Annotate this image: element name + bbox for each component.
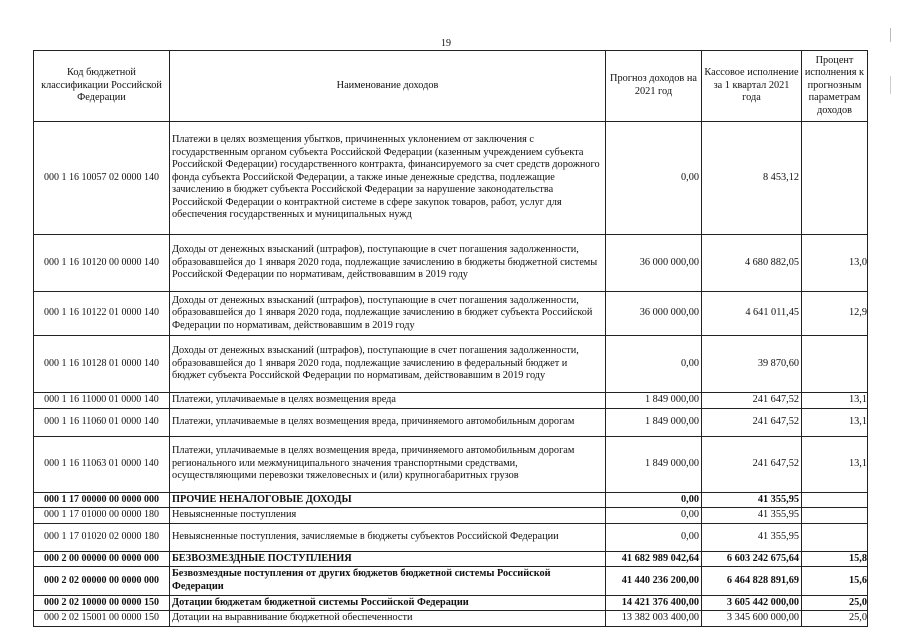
row-percent xyxy=(802,523,868,551)
table-row xyxy=(34,595,868,611)
row-forecast: 41 682 989 042,64 xyxy=(606,551,702,567)
table-row xyxy=(34,523,868,551)
table-row xyxy=(34,508,868,524)
row-actual: 241 647,52 xyxy=(702,408,802,436)
row-percent: 13,1 xyxy=(802,393,868,409)
row-percent: 13,0 xyxy=(802,235,868,292)
table-row xyxy=(34,292,868,336)
row-percent: 15,6 xyxy=(802,567,868,595)
row-actual: 41 355,95 xyxy=(702,523,802,551)
row-forecast: 1 849 000,00 xyxy=(606,408,702,436)
row-percent: 15,8 xyxy=(802,551,868,567)
row-name: Доходы от денежных взысканий (штрафов), поступающие в счет погашения задолженности, образовавшейся до 1 января 2020 года, подлежащие зачислению в бюджет субъекта Российской Федерации по нормативам, действовавшим в 2019 году xyxy=(170,292,606,336)
scan-mark xyxy=(890,76,891,94)
row-forecast: 41 440 236 200,00 xyxy=(606,567,702,595)
row-percent xyxy=(802,508,868,524)
row-name: Платежи, уплачиваемые в целях возмещения вреда xyxy=(170,393,606,409)
row-forecast: 1 849 000,00 xyxy=(606,393,702,409)
table-row xyxy=(34,492,868,508)
header-forecast: Прогноз доходов на 2021 год xyxy=(606,51,702,122)
row-actual: 6 464 828 891,69 xyxy=(702,567,802,595)
row-forecast: 0,00 xyxy=(606,523,702,551)
revenue-table xyxy=(33,50,868,627)
row-percent xyxy=(802,336,868,393)
row-code: 000 1 17 01000 00 0000 180 xyxy=(34,508,170,524)
table-row xyxy=(34,551,868,567)
table-row xyxy=(34,336,868,393)
table-row xyxy=(34,408,868,436)
header-name: Наименование доходов xyxy=(170,51,606,122)
row-forecast: 1 849 000,00 xyxy=(606,436,702,492)
row-forecast: 36 000 000,00 xyxy=(606,235,702,292)
row-name: Платежи в целях возмещения убытков, причиненных уклонением от заключения с государственным органом субъекта Российской Федерации (казенным учреждением субъекта Российской Федерации) государственного контракта, финансируемого за счет средств дорожного фонда субъекта Российской Федерации, а также иные денежные средства, подлежащие зачислению в бюджет субъекта Российской Федерации за нарушение законодательства Российской Федерации о контрактной системе в сфере закупок товаров, работ, услуг для обеспечения государственных и муниципальных нужд xyxy=(170,122,606,235)
row-actual: 4 641 011,45 xyxy=(702,292,802,336)
row-percent xyxy=(802,492,868,508)
row-code: 000 1 16 10128 01 0000 140 xyxy=(34,336,170,393)
row-forecast: 0,00 xyxy=(606,122,702,235)
row-name: Дотации на выравнивание бюджетной обеспеченности xyxy=(170,611,606,627)
row-code: 000 1 16 10120 00 0000 140 xyxy=(34,235,170,292)
row-name: Невыясненные поступления, зачисляемые в бюджеты субъектов Российской Федерации xyxy=(170,523,606,551)
row-name: Платежи, уплачиваемые в целях возмещения вреда, причиняемого автомобильным дорогам xyxy=(170,408,606,436)
table-row xyxy=(34,393,868,409)
row-code: 000 1 17 00000 00 0000 000 xyxy=(34,492,170,508)
row-forecast: 14 421 376 400,00 xyxy=(606,595,702,611)
row-name: Безвозмездные поступления от других бюджетов бюджетной системы Российской Федерации xyxy=(170,567,606,595)
row-percent: 13,1 xyxy=(802,436,868,492)
table-header-row xyxy=(34,51,868,122)
row-code: 000 1 16 11060 01 0000 140 xyxy=(34,408,170,436)
row-name: БЕЗВОЗМЕЗДНЫЕ ПОСТУПЛЕНИЯ xyxy=(170,551,606,567)
row-actual: 8 453,12 xyxy=(702,122,802,235)
table-row xyxy=(34,611,868,627)
page-number: 19 xyxy=(441,38,451,49)
row-actual: 241 647,52 xyxy=(702,436,802,492)
row-actual: 41 355,95 xyxy=(702,492,802,508)
table-row xyxy=(34,235,868,292)
row-code: 000 1 16 11000 01 0000 140 xyxy=(34,393,170,409)
row-code: 000 1 16 10122 01 0000 140 xyxy=(34,292,170,336)
row-actual: 241 647,52 xyxy=(702,393,802,409)
row-code: 000 1 17 01020 02 0000 180 xyxy=(34,523,170,551)
table-row xyxy=(34,567,868,595)
row-forecast: 0,00 xyxy=(606,336,702,393)
row-name: Доходы от денежных взысканий (штрафов), поступающие в счет погашения задолженности, образовавшейся до 1 января 2020 года, подлежащие зачислению в бюджеты бюджетной системы Российской Федерации по нормативам, действовавшим в 2019 году xyxy=(170,235,606,292)
row-actual: 4 680 882,05 xyxy=(702,235,802,292)
table-row xyxy=(34,436,868,492)
row-percent: 13,1 xyxy=(802,408,868,436)
row-code: 000 2 02 00000 00 0000 000 xyxy=(34,567,170,595)
row-actual: 3 345 600 000,00 xyxy=(702,611,802,627)
row-name: Платежи, уплачиваемые в целях возмещения вреда, причиняемого автомобильным дорогам регионального или межмуниципального значения транспортными средствами, осуществляющими перевозки тяжеловесных и (или) крупногабаритных грузов xyxy=(170,436,606,492)
row-code: 000 2 00 00000 00 0000 000 xyxy=(34,551,170,567)
row-actual: 41 355,95 xyxy=(702,508,802,524)
row-percent: 25,0 xyxy=(802,595,868,611)
scan-mark xyxy=(890,28,891,42)
row-name: Дотации бюджетам бюджетной системы Российской Федерации xyxy=(170,595,606,611)
header-percent: Процент исполнения к прогнозным параметрам доходов xyxy=(802,51,868,122)
row-code: 000 1 16 11063 01 0000 140 xyxy=(34,436,170,492)
row-actual: 6 603 242 675,64 xyxy=(702,551,802,567)
row-name: Доходы от денежных взысканий (штрафов), поступающие в счет погашения задолженности, образовавшейся до 1 января 2020 года, подлежащие зачислению в федеральный бюджет и бюджет субъекта Российской Федерации по нормативам, действовавшим в 2019 году xyxy=(170,336,606,393)
row-forecast: 36 000 000,00 xyxy=(606,292,702,336)
header-code: Код бюджетной классификации Российской Федерации xyxy=(34,51,170,122)
row-forecast: 0,00 xyxy=(606,508,702,524)
row-actual: 3 605 442 000,00 xyxy=(702,595,802,611)
row-code: 000 1 16 10057 02 0000 140 xyxy=(34,122,170,235)
row-code: 000 2 02 15001 00 0000 150 xyxy=(34,611,170,627)
row-forecast: 13 382 003 400,00 xyxy=(606,611,702,627)
row-percent: 25,0 xyxy=(802,611,868,627)
row-percent xyxy=(802,122,868,235)
row-name: Невыясненные поступления xyxy=(170,508,606,524)
row-forecast: 0,00 xyxy=(606,492,702,508)
row-actual: 39 870,60 xyxy=(702,336,802,393)
row-name: ПРОЧИЕ НЕНАЛОГОВЫЕ ДОХОДЫ xyxy=(170,492,606,508)
table-row xyxy=(34,122,868,235)
row-percent: 12,9 xyxy=(802,292,868,336)
header-actual: Кассовое исполнение за 1 квартал 2021 года xyxy=(702,51,802,122)
row-code: 000 2 02 10000 00 0000 150 xyxy=(34,595,170,611)
